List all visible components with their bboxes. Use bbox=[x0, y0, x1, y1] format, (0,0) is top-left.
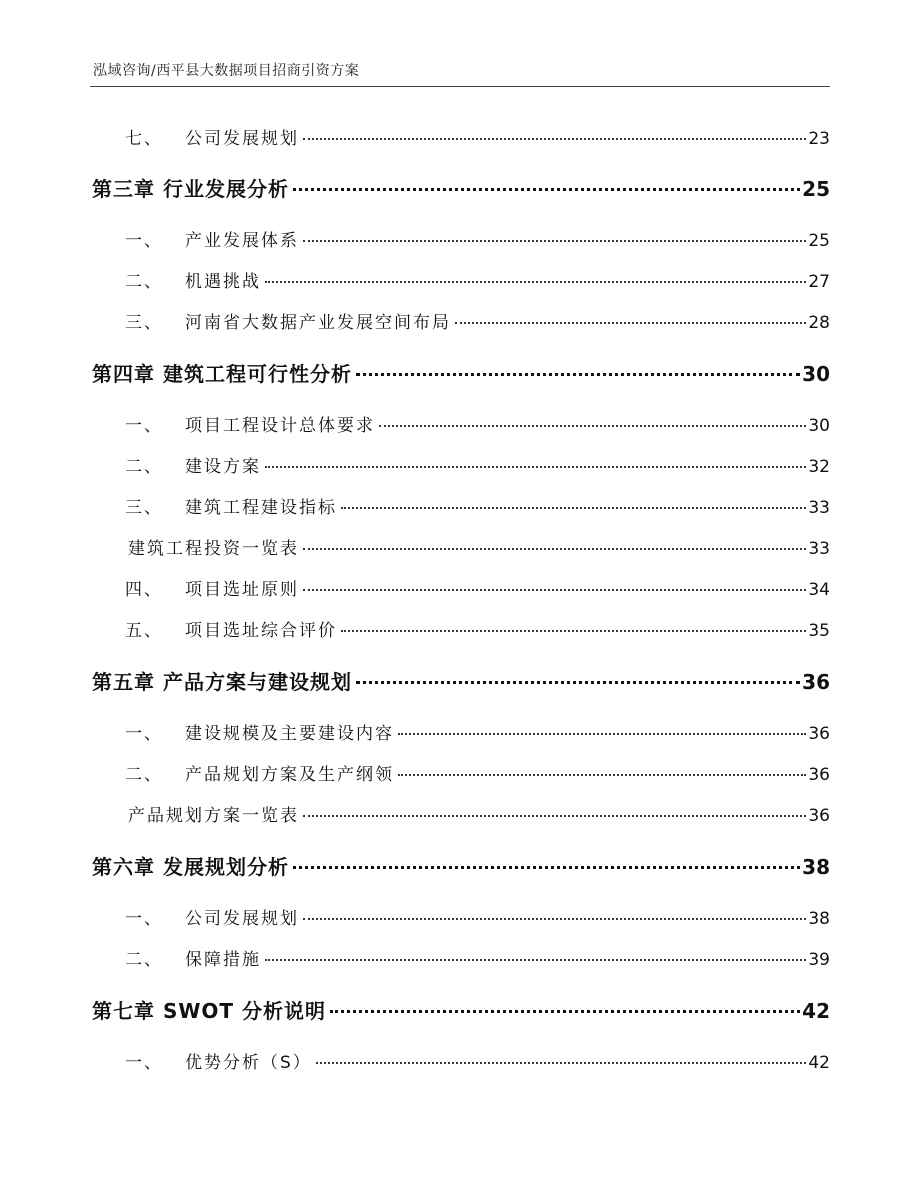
toc-entry-number: 二、 bbox=[125, 765, 163, 785]
toc-entry-section[interactable] bbox=[125, 452, 830, 477]
toc-entry-page: 42 bbox=[802, 999, 830, 1023]
toc-entry-table[interactable] bbox=[128, 534, 830, 559]
toc-entry-label: 建筑工程建设指标 bbox=[185, 498, 337, 518]
dot-leader bbox=[265, 466, 806, 468]
toc-entry-chapter[interactable] bbox=[92, 173, 830, 202]
toc-entry-page: 38 bbox=[802, 855, 830, 879]
toc-entry-number: 一、 bbox=[125, 416, 163, 436]
toc-entry-label: 保障措施 bbox=[185, 950, 261, 970]
toc-chapter-label: 第五章 产品方案与建设规划 bbox=[92, 670, 352, 694]
toc-entry-label: 产品规划方案及生产纲领 bbox=[185, 765, 394, 785]
toc-entry-label: 建筑工程投资一览表 bbox=[128, 539, 299, 559]
toc-entry-label: 产品规划方案一览表 bbox=[128, 806, 299, 826]
toc-entry-chapter[interactable] bbox=[92, 995, 830, 1024]
toc-entry-page: 23 bbox=[808, 129, 830, 149]
toc-entry-chapter[interactable] bbox=[92, 666, 830, 695]
dot-leader bbox=[341, 507, 806, 509]
toc-entry-page: 38 bbox=[808, 909, 830, 929]
toc-entry-number: 一、 bbox=[125, 231, 163, 251]
toc-entry-label: 公司发展规划 bbox=[185, 909, 299, 929]
dot-leader bbox=[303, 815, 806, 817]
toc-entry-section[interactable] bbox=[125, 575, 830, 600]
toc-entry-page: 35 bbox=[808, 621, 830, 641]
toc-entry-chapter[interactable] bbox=[92, 358, 830, 387]
toc-entry-section[interactable] bbox=[125, 226, 830, 251]
toc-entry-page: 32 bbox=[808, 457, 830, 477]
dot-leader bbox=[303, 918, 806, 920]
dot-leader bbox=[303, 589, 806, 591]
toc-entry-label: 河南省大数据产业发展空间布局 bbox=[185, 313, 451, 333]
toc-entry-section[interactable] bbox=[125, 124, 830, 149]
toc-chapter-label: 第四章 建筑工程可行性分析 bbox=[92, 362, 352, 386]
dot-leader bbox=[455, 322, 806, 324]
toc-entry-label: 产业发展体系 bbox=[185, 231, 299, 251]
toc-entry-chapter[interactable] bbox=[92, 851, 830, 880]
toc-entry-page: 27 bbox=[808, 272, 830, 292]
toc-entry-page: 30 bbox=[808, 416, 830, 436]
dot-leader bbox=[356, 681, 800, 684]
dot-leader bbox=[379, 425, 806, 427]
toc-entry-section[interactable] bbox=[125, 267, 830, 292]
toc-entry-page: 36 bbox=[808, 765, 830, 785]
toc-entry-number: 二、 bbox=[125, 272, 163, 292]
dot-leader bbox=[398, 733, 806, 735]
toc-entry-label: 公司发展规划 bbox=[185, 129, 299, 149]
dot-leader bbox=[398, 774, 806, 776]
toc-entry-page: 33 bbox=[808, 539, 830, 559]
dot-leader bbox=[265, 959, 806, 961]
toc-entry-section[interactable] bbox=[125, 904, 830, 929]
toc-entry-label: 建设方案 bbox=[185, 457, 261, 477]
toc-chapter-label: 第六章 发展规划分析 bbox=[92, 855, 289, 879]
toc-entry-section[interactable] bbox=[125, 1048, 830, 1073]
toc-entry-label: 项目选址原则 bbox=[185, 580, 299, 600]
toc-entry-number: 五、 bbox=[125, 621, 163, 641]
dot-leader bbox=[356, 373, 800, 376]
toc-entry-page: 42 bbox=[808, 1053, 830, 1073]
toc-entry-page: 36 bbox=[808, 724, 830, 744]
toc-entry-number: 四、 bbox=[125, 580, 163, 600]
dot-leader bbox=[293, 866, 800, 869]
toc-chapter-label: 第三章 行业发展分析 bbox=[92, 177, 289, 201]
toc-entry-section[interactable] bbox=[125, 760, 830, 785]
toc-entry-section[interactable] bbox=[125, 493, 830, 518]
toc-entry-section[interactable] bbox=[125, 411, 830, 436]
toc-entry-number: 三、 bbox=[125, 313, 163, 333]
dot-leader bbox=[330, 1010, 800, 1013]
toc-entry-number: 一、 bbox=[125, 724, 163, 744]
dot-leader bbox=[293, 188, 800, 191]
toc-entry-label: 优势分析（S） bbox=[185, 1053, 312, 1073]
toc-chapter-label: 第七章 SWOT 分析说明 bbox=[92, 999, 327, 1023]
toc-entry-page: 34 bbox=[808, 580, 830, 600]
toc-entry-number: 三、 bbox=[125, 498, 163, 518]
toc-entry-number: 一、 bbox=[125, 909, 163, 929]
toc-entry-table[interactable] bbox=[128, 801, 830, 826]
toc-entry-section[interactable] bbox=[125, 308, 830, 333]
toc-entry-page: 36 bbox=[802, 670, 830, 694]
toc-entry-label: 项目选址综合评价 bbox=[185, 621, 337, 641]
dot-leader bbox=[303, 240, 806, 242]
toc-entry-section[interactable] bbox=[125, 945, 830, 970]
toc-entry-page: 33 bbox=[808, 498, 830, 518]
running-header: 泓域咨询/西平县大数据项目招商引资方案 bbox=[93, 63, 360, 79]
toc-entry-label: 建设规模及主要建设内容 bbox=[185, 724, 394, 744]
dot-leader bbox=[303, 138, 806, 140]
toc-entry-section[interactable] bbox=[125, 616, 830, 641]
toc-entry-page: 25 bbox=[802, 177, 830, 201]
toc-entry-page: 28 bbox=[808, 313, 830, 333]
toc-entry-label: 机遇挑战 bbox=[185, 272, 261, 292]
dot-leader bbox=[316, 1062, 807, 1064]
toc-entry-section[interactable] bbox=[125, 719, 830, 744]
toc-entry-page: 39 bbox=[808, 950, 830, 970]
toc-entry-number: 二、 bbox=[125, 950, 163, 970]
toc-entry-label: 项目工程设计总体要求 bbox=[185, 416, 375, 436]
toc-entry-page: 36 bbox=[808, 806, 830, 826]
toc-entry-number: 七、 bbox=[125, 129, 163, 149]
toc-entry-number: 一、 bbox=[125, 1053, 163, 1073]
toc-entry-number: 二、 bbox=[125, 457, 163, 477]
toc-entry-page: 25 bbox=[808, 231, 830, 251]
dot-leader bbox=[265, 281, 806, 283]
toc-entry-page: 30 bbox=[802, 362, 830, 386]
dot-leader bbox=[341, 630, 806, 632]
dot-leader bbox=[303, 548, 806, 550]
